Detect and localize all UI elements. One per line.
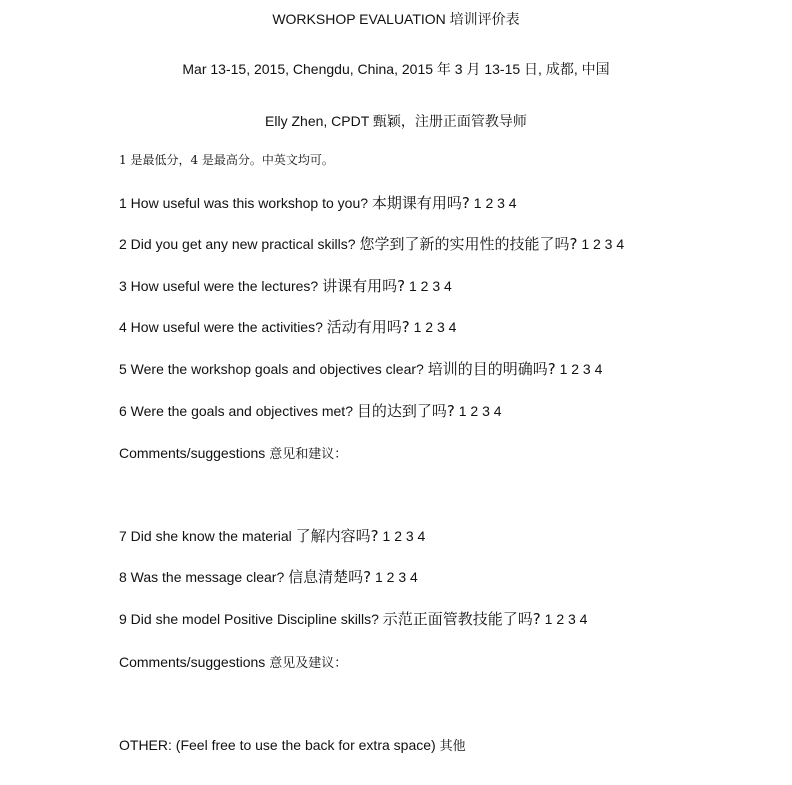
question-7 bbox=[119, 527, 425, 545]
comments-1-zh: 意见和建议： bbox=[269, 447, 348, 462]
form-title: WORKSHOP EVALUATION 培训评价表 bbox=[272, 11, 520, 27]
comments-section-1 bbox=[119, 444, 347, 464]
question-1 bbox=[119, 194, 517, 212]
question-4 bbox=[119, 318, 456, 336]
question-6-scale: 1 2 3 4 bbox=[458, 403, 502, 419]
comments-2-en: Comments/suggestions bbox=[119, 654, 266, 670]
question-5-zh: 培训的目的明确吗? bbox=[427, 360, 556, 378]
question-9-en: 9 Did she model Positive Discipline skills? bbox=[119, 611, 379, 627]
question-9 bbox=[119, 610, 587, 628]
question-2-en: 2 Did you get any new practical skills? bbox=[119, 236, 356, 252]
question-3 bbox=[119, 277, 452, 295]
question-2-scale: 1 2 3 4 bbox=[581, 236, 625, 252]
question-5 bbox=[119, 360, 602, 378]
question-4-scale: 1 2 3 4 bbox=[413, 319, 457, 335]
other-section bbox=[119, 736, 466, 756]
question-8 bbox=[119, 568, 418, 586]
question-7-en: 7 Did she know the material bbox=[119, 528, 292, 544]
question-8-zh: 信息清楚吗? bbox=[288, 568, 372, 586]
comments-2-zh: 意见及建议： bbox=[269, 656, 348, 671]
question-1-en: 1 How useful was this workshop to you? bbox=[119, 195, 369, 211]
question-4-zh: 活动有用吗? bbox=[326, 318, 410, 336]
trainer-line: Elly Zhen, CPDT 甄颖，注册正面管教导师 bbox=[265, 113, 527, 129]
question-1-scale: 1 2 3 4 bbox=[473, 195, 517, 211]
question-6-en: 6 Were the goals and objectives met? bbox=[119, 403, 353, 419]
question-4-en: 4 How useful were the activities? bbox=[119, 319, 323, 335]
question-2-zh: 您学到了新的实用性的技能了吗? bbox=[359, 235, 578, 253]
rating-instructions: 1 是最低分，4 是最高分。中英文均可。 bbox=[119, 153, 334, 167]
question-7-scale: 1 2 3 4 bbox=[382, 528, 426, 544]
question-6-zh: 目的达到了吗? bbox=[356, 402, 455, 420]
question-6 bbox=[119, 402, 502, 420]
date-location-line: Mar 13-15, 2015, Chengdu, China, 2015 年 3 月 13-15 日, 成都, 中国 bbox=[182, 61, 610, 77]
question-8-scale: 1 2 3 4 bbox=[374, 569, 418, 585]
other-en: OTHER: (Feel free to use the back for extra space) bbox=[119, 737, 436, 753]
question-3-zh: 讲课有用吗? bbox=[322, 277, 406, 295]
question-9-scale: 1 2 3 4 bbox=[544, 611, 588, 627]
question-8-en: 8 Was the message clear? bbox=[119, 569, 285, 585]
question-3-en: 3 How useful were the lectures? bbox=[119, 278, 319, 294]
question-1-zh: 本期课有用吗? bbox=[371, 194, 470, 212]
question-2 bbox=[119, 235, 624, 253]
question-7-zh: 了解内容吗? bbox=[295, 527, 379, 545]
question-9-zh: 示范正面管教技能了吗? bbox=[382, 610, 541, 628]
question-5-en: 5 Were the workshop goals and objectives clear? bbox=[119, 361, 424, 377]
other-zh: 其他 bbox=[439, 739, 466, 754]
comments-1-en: Comments/suggestions bbox=[119, 445, 266, 461]
comments-section-2 bbox=[119, 653, 347, 673]
question-3-scale: 1 2 3 4 bbox=[408, 278, 452, 294]
question-5-scale: 1 2 3 4 bbox=[559, 361, 603, 377]
